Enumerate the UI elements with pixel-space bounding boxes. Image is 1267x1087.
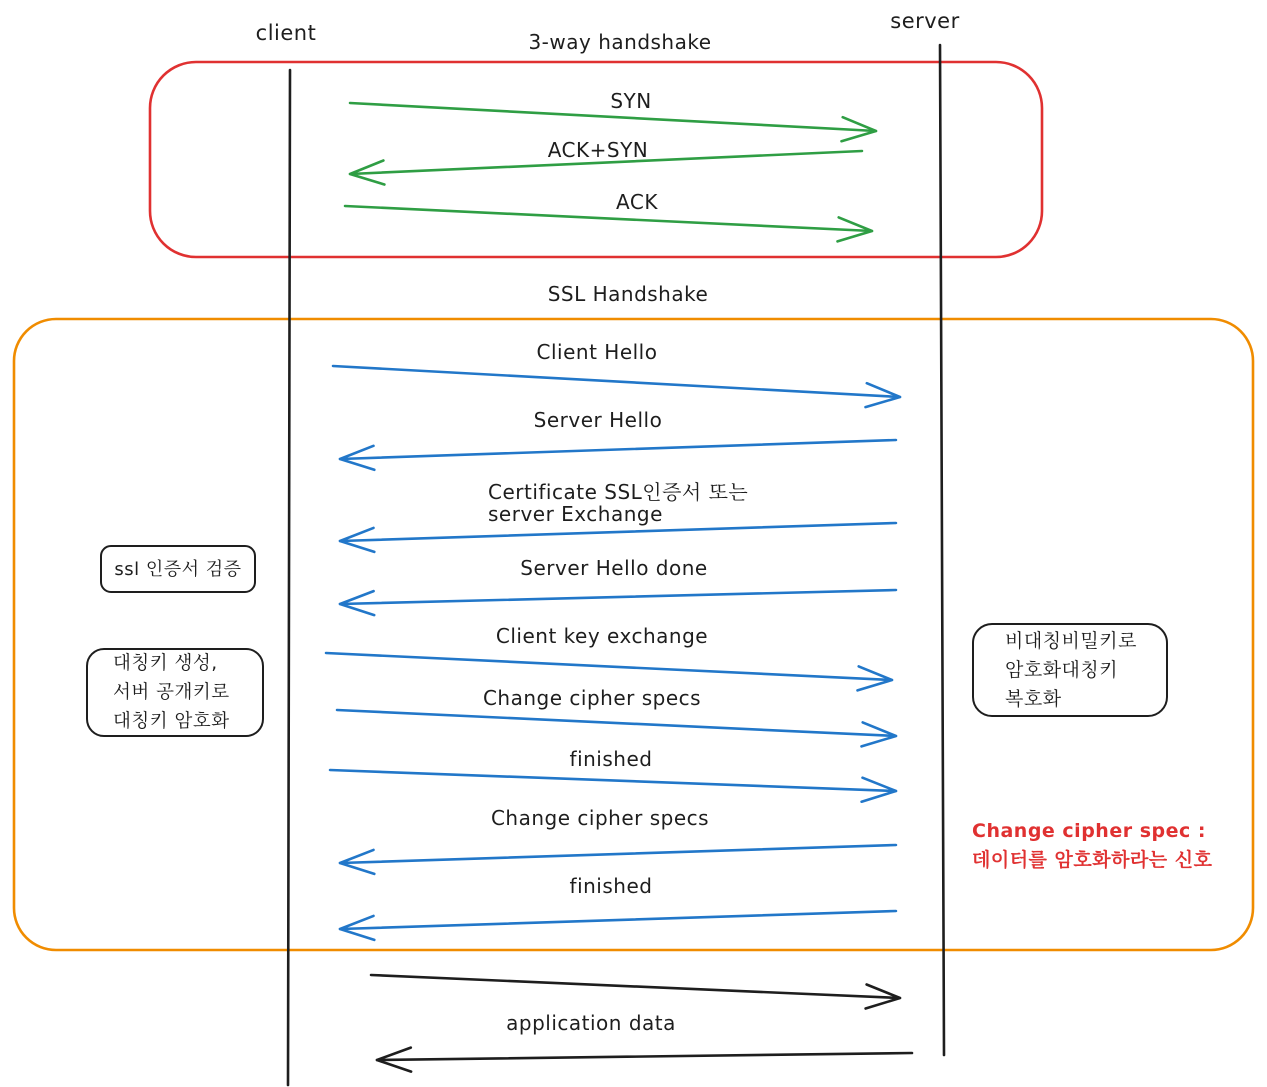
note-client-key-line1: 대칭키 생성, [113, 653, 218, 674]
arrow-certificate [340, 523, 896, 552]
note-server-key-line1: 비대칭비밀키로 [1005, 629, 1137, 652]
message-label-server-hello-done: Server Hello done [520, 556, 708, 580]
note-ssl-cert-verify-text: ssl 인증서 검증 [114, 558, 242, 580]
message-label-syn: SYN [610, 89, 652, 113]
tcp-section-title: 3-way handshake [528, 30, 712, 54]
ssl-section-title: SSL Handshake [547, 282, 709, 306]
arrow-ack [345, 206, 872, 241]
actor-label-server: server [890, 9, 960, 33]
arrow-change-cipher-1 [337, 710, 896, 746]
arrow-server-hello [340, 440, 896, 470]
message-label-change-cipher-1: Change cipher specs [482, 686, 702, 710]
message-label-ack: ACK [616, 190, 658, 214]
arrow-finished-2 [340, 911, 896, 940]
message-label-certificate-line1: Certificate SSL인증서 또는 [488, 480, 749, 504]
actor-label-client: client [255, 21, 317, 45]
arrow-finished-1 [330, 770, 896, 802]
arrow-layer [326, 103, 912, 1072]
annotation-line2: 데이터를 암호화하라는 신호 [972, 849, 1213, 871]
message-label-finished-2: finished [569, 874, 653, 898]
message-label-server-hello: Server Hello [533, 408, 663, 432]
message-label-client-key-exchange: Client key exchange [495, 624, 709, 648]
note-server-key-line2: 암호화대칭키 [1005, 658, 1119, 681]
message-label-finished-1: finished [569, 747, 653, 771]
change-cipher-spec-annotation [972, 817, 1212, 875]
note-client-key-line2: 서버 공개키로 [113, 682, 230, 703]
client-lifeline [288, 70, 290, 1085]
note-ssl-cert-verify [100, 545, 256, 593]
server-lifeline [940, 45, 944, 1055]
note-server-key-decrypt [972, 623, 1168, 717]
arrow-client-key-exchange [326, 653, 892, 690]
arrow-change-cipher-2 [340, 845, 896, 874]
message-label-application-data: application data [506, 1011, 676, 1035]
message-label-change-cipher-2: Change cipher specs [490, 806, 710, 830]
message-label-certificate-line2: server Exchange [488, 502, 663, 526]
arrow-app-data-reply [377, 1048, 912, 1072]
note-server-key-line3: 복호화 [1005, 687, 1062, 710]
note-client-key-generation [86, 648, 264, 737]
message-label-client-hello: Client Hello [536, 340, 658, 364]
annotation-line1: Change cipher spec : [972, 820, 1206, 842]
arrow-server-hello-done [340, 590, 896, 615]
message-label-ack-syn: ACK+SYN [547, 138, 649, 162]
arrow-app-data-request [371, 975, 900, 1009]
arrow-client-hello [333, 366, 900, 407]
note-client-key-line3: 대칭키 암호화 [113, 711, 230, 732]
